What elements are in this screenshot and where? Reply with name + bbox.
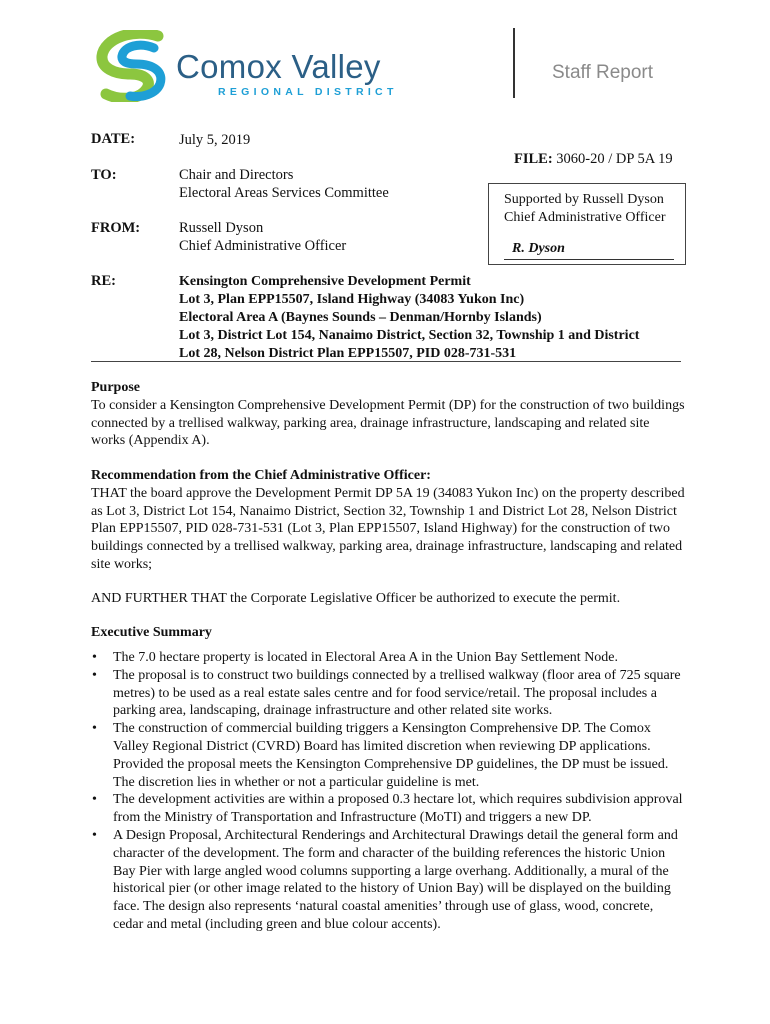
signature-line [504, 259, 674, 260]
executive-summary-heading [91, 624, 686, 642]
from-line-1: Russell Dyson [179, 220, 264, 236]
report-type: Staff Report [552, 62, 654, 83]
purpose-text: To consider a Kensington Comprehensive Development Permit (DP) for the construction of two buildings connected by a trellised walkway, parking area, drainage infrastructure, landscaping and related site works (Appendix A). [91, 397, 685, 449]
recommendation-section [91, 467, 686, 574]
to-value [179, 166, 389, 202]
file-reference [514, 151, 673, 168]
list-item: • The development activities are within a proposed 0.3 hectare lot, which requires subdivision approval from the Ministry of Transportation and Infrastructure (MoTI) and triggers a new DP. [92, 792, 683, 826]
re-line-4: Lot 3, District Lot 154, Nanaimo District, Section 32, Township 1 and District [179, 328, 640, 343]
recommendation-heading: Recommendation from the Chief Administrative Officer: [91, 468, 431, 483]
logo-subtitle: REGIONAL DISTRICT [218, 86, 398, 98]
support-text [504, 191, 665, 227]
recommendation-text: THAT the board approve the Development Permit DP 5A 19 (34083 Yukon Inc) on the property described as Lot 3, District Lot 154, Nanaimo District, Section 32, Township 1 and District Lot 28, Nelson District Plan EPP15507, PID 028-731-531 (Lot 3, Plan EPP15507, Island Highway) for the construction of two buildings connected by a trellised walkway, parking area, drainage infrastructure, landscaping and related site works; [91, 485, 685, 572]
support-line-1: Supported by Russell Dyson [504, 192, 664, 207]
list-item: • A Design Proposal, Architectural Renderings and Architectural Drawings detail the general form and character of the development. The form and character of the building references the historic Union Bay Pier with large angled wood columns supporting a large overhang. Additionally, a mural of the historical pier (or other image related to the history of Union Bay) will be displayed on the building face. The design also represents ‘natural coastal amenities’ through use of glass, wood, concrete, cedar and metal (including green and blue colour accents). [92, 827, 678, 932]
to-label: TO: [91, 167, 117, 183]
list-item: • The 7.0 hectare property is located in Electoral Area A in the Union Bay Settlement Node. [92, 650, 619, 665]
summary-bullets [91, 649, 686, 934]
bullet-icon: • [92, 792, 97, 808]
date-value: July 5, 2019 [179, 132, 251, 148]
re-line-3: Electoral Area A (Baynes Sounds – Denman/Hornby Islands) [179, 310, 542, 325]
from-value [179, 219, 346, 255]
list-item: • The construction of commercial building triggers a Kensington Comprehensive DP. The Comox Valley Regional District (CVRD) Board has limited discretion when reviewing DP applications. Provided the proposal meets the Kensington Comprehensive DP guidelines, the DP must be issued. The discretion lies in whether or not a particular guideline is met. [92, 721, 669, 790]
signature: R. Dyson [512, 241, 565, 256]
purpose-heading: Purpose [91, 380, 140, 395]
bullet-icon: • [92, 721, 97, 737]
file-label: FILE: [514, 151, 553, 167]
header-divider [513, 28, 515, 98]
date-label: DATE: [91, 131, 136, 147]
re-label: RE: [91, 273, 116, 289]
re-line-2: Lot 3, Plan EPP15507, Island Highway (34083 Yukon Inc) [179, 292, 525, 307]
purpose-section [91, 379, 686, 450]
from-line-2: Chief Administrative Officer [179, 238, 347, 254]
re-line-5: Lot 28, Nelson District Plan EPP15507, PID 028-731-531 [179, 346, 517, 361]
recommendation-further: AND FURTHER THAT the Corporate Legislative Officer be authorized to execute the permit. [91, 591, 621, 606]
re-subject [179, 273, 679, 363]
support-line-2: Chief Administrative Officer [504, 210, 666, 225]
from-label: FROM: [91, 220, 141, 236]
header-rule [91, 361, 681, 362]
bullet-icon: • [92, 667, 97, 683]
bullet-icon: • [92, 827, 97, 843]
list-item: • The proposal is to construct two buildings connected by a trellised walkway (floor area of 725 square metres) to be used as a real estate sales centre and for food service/retail. The proposal includes a parking area, landscaping, drainage infrastructure and other related site works. [92, 667, 681, 719]
to-line-2: Electoral Areas Services Committee [179, 185, 389, 201]
re-line-1: Kensington Comprehensive Development Permit [179, 274, 471, 289]
summary-heading: Executive Summary [91, 625, 212, 640]
logo-name: Comox Valley [176, 48, 381, 85]
to-line-1: Chair and Directors [179, 167, 294, 183]
bullet-icon: • [92, 650, 97, 665]
file-value: 3060-20 / DP 5A 19 [556, 151, 673, 167]
